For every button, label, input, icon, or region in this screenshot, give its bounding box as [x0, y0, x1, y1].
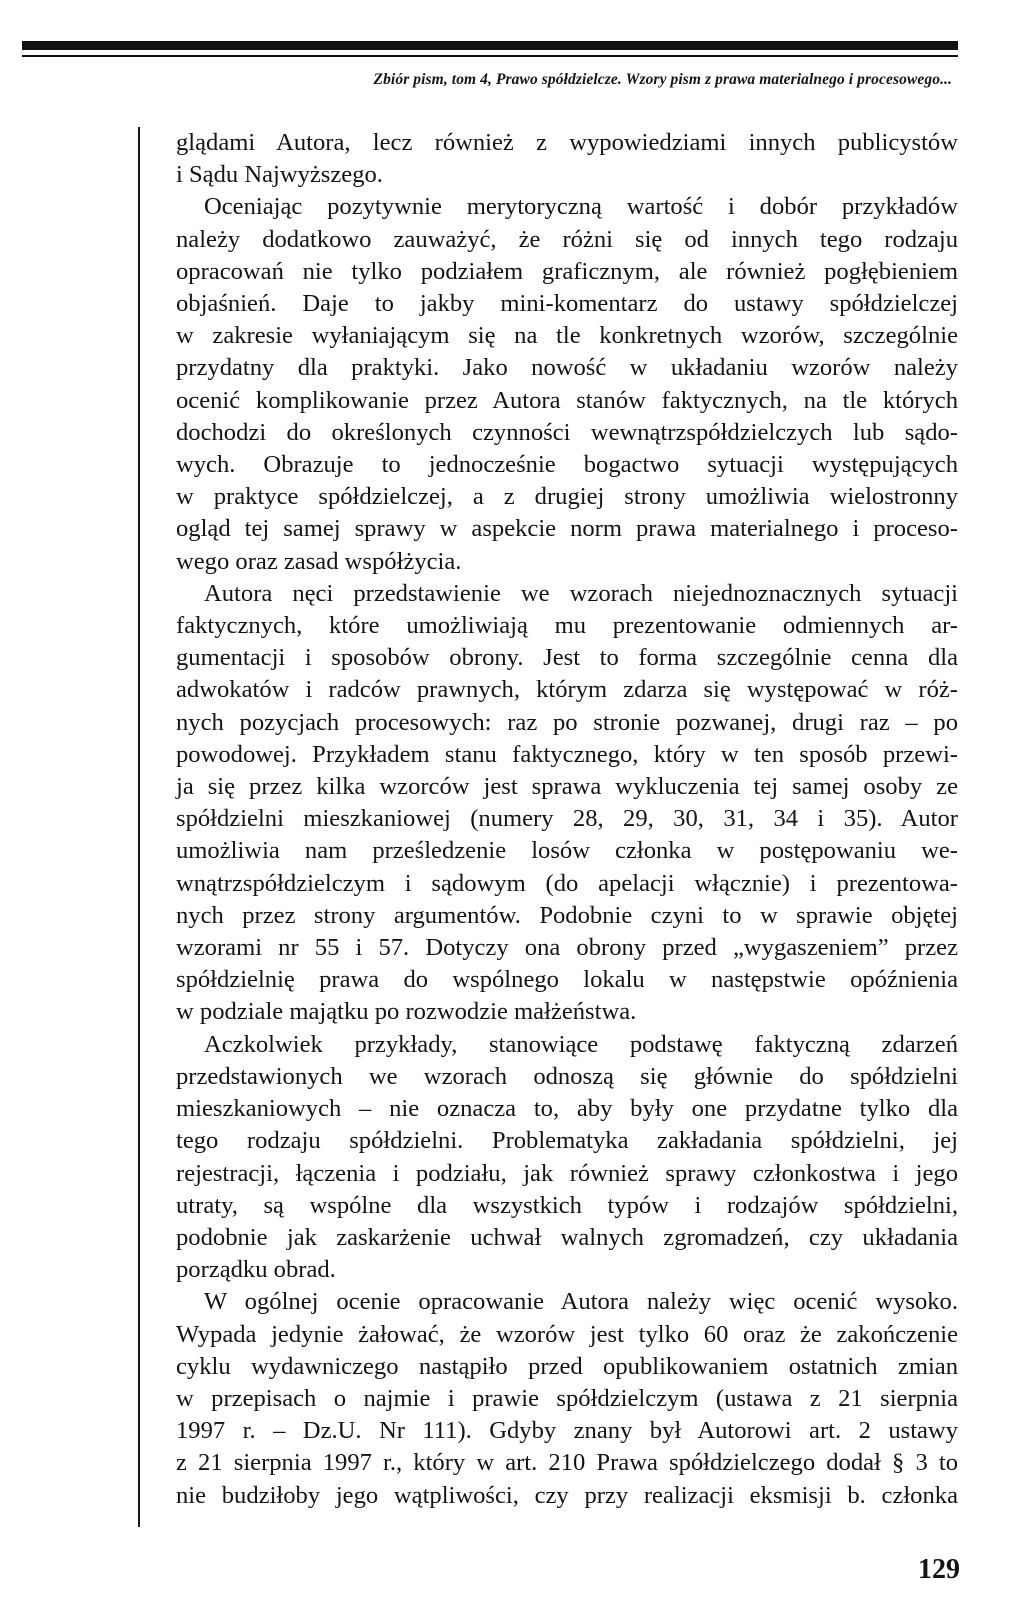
text-line: glądami Autora, lecz również z wypowiedziami innych publicystów: [176, 129, 958, 156]
text-line: i Sądu Najwyższego.: [176, 161, 383, 189]
text-line: nie budziłoby jego wątpliwości, czy przy realizacji eksmisji b. członka: [176, 1481, 958, 1509]
text-line: spółdzielnię prawa do wspólnego lokalu w następstwie opóźnienia: [176, 966, 958, 994]
text-line: wzorami nr 55 i 57. Dotyczy ona obrony przed „wygaszeniem” przez: [176, 934, 958, 962]
text-line: wych. Obrazuje to jednocześnie bogactwo sytuacji występujących: [176, 451, 958, 479]
text-line: W ogólnej ocenie opracowanie Autora należy więc ocenić wysoko.: [204, 1288, 958, 1316]
text-line: ja się przez kilka wzorców jest sprawa wykluczenia tej samej osoby ze: [176, 773, 958, 801]
body-text: [176, 127, 958, 1512]
text-line: nych pozycjach procesowych: raz po stronie pozwanej, drugi raz – po: [176, 708, 958, 736]
text-line: opracowań nie tylko podziałem graficznym, ale również pogłębieniem: [176, 257, 958, 285]
text-line: wnątrzspółdzielczym i sądowym (do apelacji włącznie) i prezentowa-: [176, 869, 958, 897]
text-line: Wypada jedynie żałować, że wzorów jest tylko 60 oraz że zakończenie: [176, 1320, 958, 1348]
text-line: cyklu wydawniczego nastąpiło przed opublikowaniem ostatnich zmian: [176, 1352, 958, 1380]
text-line: w podziale majątku po rozwodzie małżeństwa.: [176, 998, 637, 1026]
text-line: przydatny dla praktyki. Jako nowość w układaniu wzorów należy: [176, 354, 958, 382]
text-line: utraty, są wspólne dla wszystkich typów i rodzajów spółdzielni,: [176, 1191, 958, 1219]
text-line: 1997 r. – Dz.U. Nr 111). Gdyby znany był Autorowi art. 2 ustawy: [176, 1417, 958, 1445]
text-line: ocenić komplikowanie przez Autora stanów faktycznych, na tle których: [176, 386, 958, 414]
text-line: umożliwia nam prześledzenie losów członka w postępowaniu we-: [176, 837, 958, 865]
text-line: podobnie jak zaskarżenie uchwał walnych zgromadzeń, czy układania: [176, 1223, 958, 1251]
text-line: w praktyce spółdzielczej, a z drugiej strony umożliwia wielostronny: [176, 483, 958, 511]
text-line: Aczkolwiek przykłady, stanowiące podstawę faktyczną zdarzeń: [204, 1030, 958, 1058]
text-line: wego oraz zasad współżycia.: [176, 547, 462, 575]
text-line: Oceniając pozytywnie merytoryczną wartość i dobór przykładów: [204, 193, 958, 221]
text-line: należy dodatkowo zauważyć, że różni się od innych tego rodzaju: [176, 225, 958, 253]
text-line: gumentacji i sposobów obrony. Jest to forma szczególnie cenna dla: [176, 644, 958, 672]
text-line: w zakresie wyłaniającym się na tle konkretnych wzorów, szczególnie: [176, 322, 958, 350]
running-head: Zbiór pism, tom 4, Prawo spółdzielcze. Wzory pism z prawa materialnego i procesowego...: [373, 71, 952, 88]
margin-bar: [138, 127, 140, 1527]
header-rule-thin: [22, 55, 958, 57]
text-line: nych przez strony argumentów. Podobnie czyni to w sprawie objętej: [176, 901, 958, 929]
text-line: z 21 sierpnia 1997 r., który w art. 210 Prawa spółdzielczego dodał § 3 to: [176, 1449, 958, 1477]
text-line: objaśnień. Daje to jakby mini-komentarz do ustawy spółdzielczej: [176, 290, 958, 318]
text-line: dochodzi do określonych czynności wewnątrzspółdzielczych lub sądo-: [176, 418, 958, 446]
page-number: 129: [918, 1554, 960, 1585]
text-line: rejestracji, łączenia i podziału, jak również sprawy członkostwa i jego: [176, 1159, 958, 1187]
header-rule-thick: [22, 41, 958, 50]
text-line: adwokatów i radców prawnych, którym zdarza się występować w róż-: [176, 676, 958, 704]
text-line: Autora nęci przedstawienie we wzorach niejednoznacznych sytuacji: [204, 579, 958, 607]
text-line: powodowej. Przykładem stanu faktycznego, który w ten sposób przewi-: [176, 740, 958, 768]
text-line: ogląd tej samej sprawy w aspekcie norm prawa materialnego i proceso-: [176, 515, 958, 543]
text-line: faktycznych, które umożliwiają mu prezentowanie odmiennych ar-: [176, 612, 958, 640]
text-line: porządku obrad.: [176, 1256, 336, 1284]
text-line: przedstawionych we wzorach odnoszą się głównie do spółdzielni: [176, 1062, 958, 1090]
text-line: mieszkaniowych – nie oznacza to, aby były one przydatne tylko dla: [176, 1095, 958, 1123]
text-line: spółdzielni mieszkaniowej (numery 28, 29, 30, 31, 34 i 35). Autor: [176, 805, 958, 833]
text-line: tego rodzaju spółdzielni. Problematyka zakładania spółdzielni, jej: [176, 1127, 958, 1155]
text-line: w przepisach o najmie i prawie spółdzielczym (ustawa z 21 sierpnia: [176, 1384, 958, 1412]
